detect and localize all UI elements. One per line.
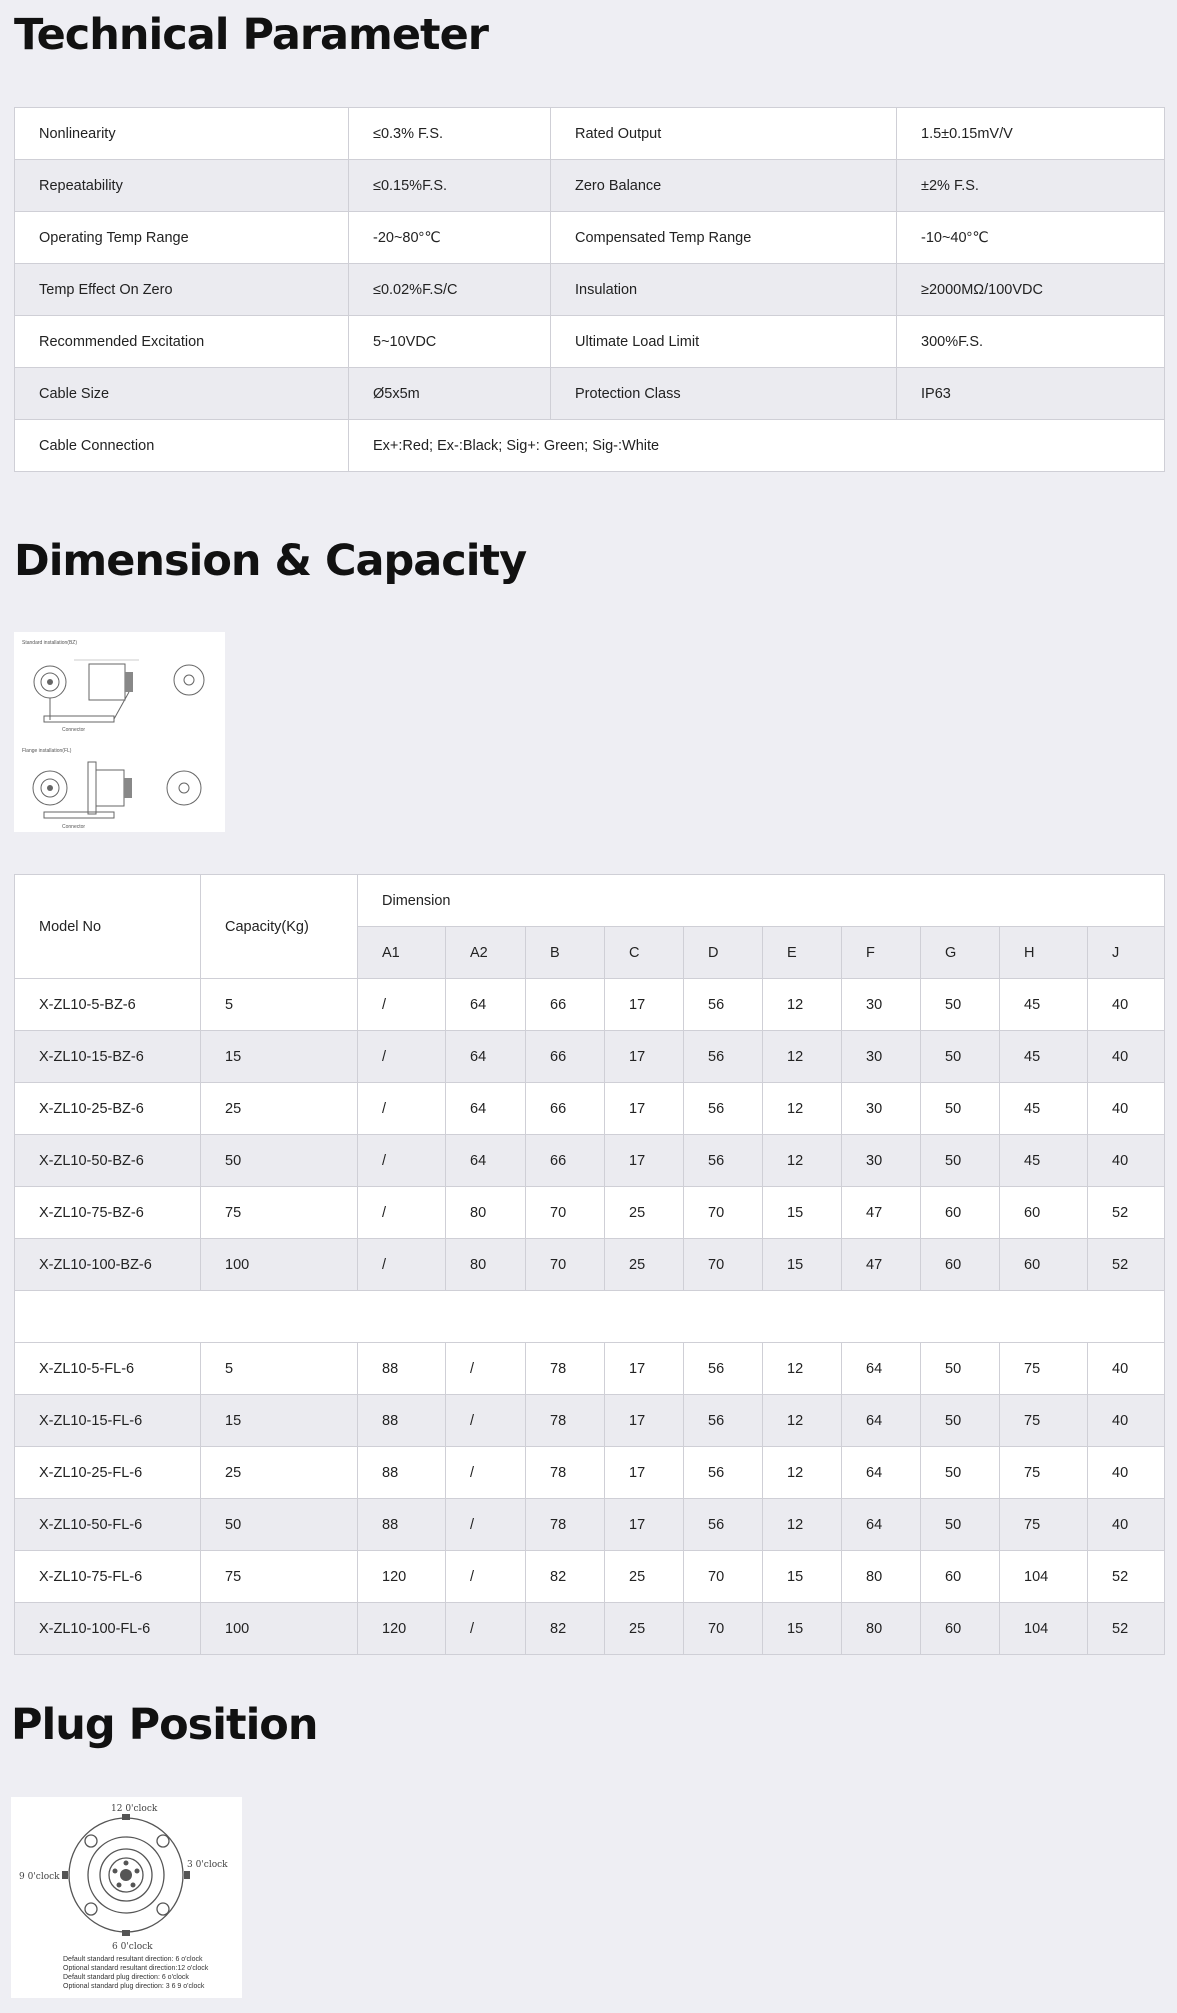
model-no-cell: X-ZL10-50-BZ-6 [15,1135,201,1187]
dimension-cell: 80 [842,1551,921,1603]
dimension-cell: 52 [1088,1187,1165,1239]
dimension-cell: 50 [921,1499,1000,1551]
parameter-row [15,316,1165,368]
dimension-cell: 15 [763,1551,842,1603]
dimension-cell: 70 [526,1239,605,1291]
dimension-cell: 25 [605,1551,684,1603]
capacity-cell: 100 [201,1239,358,1291]
dimension-cell: 80 [446,1239,526,1291]
parameter-label: Operating Temp Range [15,212,349,264]
parameter-label: Zero Balance [551,160,897,212]
mount-hole [85,1903,97,1915]
model-no-cell: X-ZL10-15-FL-6 [15,1395,201,1447]
dimension-capacity-heading: Dimension & Capacity [14,536,527,586]
dimension-cell: 75 [1000,1395,1088,1447]
dimension-cell: 52 [1088,1603,1165,1655]
standard-installation-label: Standard installation(BZ) [22,640,78,646]
parameter-row [15,160,1165,212]
capacity-cell: 15 [201,1031,358,1083]
parameter-label: Cable Connection [15,420,349,472]
table-row [15,1499,1165,1551]
dimension-cell: 17 [605,1083,684,1135]
dimension-cell: 78 [526,1343,605,1395]
fl-side-plug [124,778,132,798]
parameter-value: ≤0.15%F.S. [349,160,551,212]
bz-back-outer [174,665,204,695]
dimension-cell: 17 [605,1447,684,1499]
bz-connector-label: Connector [62,727,86,733]
parameter-label: Protection Class [551,368,897,420]
dimension-cell: 56 [684,1031,763,1083]
capacity-cell: 15 [201,1395,358,1447]
dimension-cell: 66 [526,1031,605,1083]
dimension-cell: 80 [446,1187,526,1239]
capacity-cell: 75 [201,1551,358,1603]
capacity-cell: 50 [201,1135,358,1187]
dimension-cell: 47 [842,1187,921,1239]
dimension-cell: 104 [1000,1603,1088,1655]
plug-note: Default standard plug direction: 6 o'clock [63,1974,189,1981]
dimension-cell: 17 [605,1395,684,1447]
dimension-cell: 12 [763,1031,842,1083]
dimension-cell: 56 [684,1343,763,1395]
dimension-cell: 64 [446,1083,526,1135]
dimension-cell: 52 [1088,1551,1165,1603]
fl-back-inner [179,783,189,793]
flange-installation-label: Flange installation(FL) [22,748,72,754]
dimension-cell: 40 [1088,1499,1165,1551]
parameter-label: Rated Output [551,108,897,160]
table-row [15,1447,1165,1499]
dimension-cell: / [358,1031,446,1083]
model-no-cell: X-ZL10-25-FL-6 [15,1447,201,1499]
dimension-cell: 25 [605,1603,684,1655]
dimension-cell: 45 [1000,979,1088,1031]
plug-pin [113,1869,118,1874]
dimension-cell: / [358,979,446,1031]
capacity-cell: 75 [201,1187,358,1239]
dimension-cell: 50 [921,1343,1000,1395]
dimension-cell: 56 [684,1447,763,1499]
dimension-cell: 12 [763,1343,842,1395]
dimension-cell: / [446,1499,526,1551]
mount-hole [157,1903,169,1915]
model-no-cell: X-ZL10-100-FL-6 [15,1603,201,1655]
capacity-cell: 25 [201,1447,358,1499]
dimension-cell: / [446,1395,526,1447]
fl-back-outer [167,771,201,805]
table-row [15,1603,1165,1655]
parameter-label: Repeatability [15,160,349,212]
dimension-cell: 70 [684,1187,763,1239]
fl-front-center [47,785,53,791]
dimension-cell: 56 [684,1083,763,1135]
dimension-drawing [14,632,225,832]
model-no-cell: X-ZL10-75-BZ-6 [15,1187,201,1239]
mount-hole [85,1835,97,1847]
dimension-cell: 45 [1000,1083,1088,1135]
parameter-label: Ultimate Load Limit [551,316,897,368]
bz-cable [44,716,114,722]
plug-tab-right [184,1871,190,1879]
dimension-cell: 120 [358,1603,446,1655]
dimension-cell: 12 [763,1499,842,1551]
dimension-cell: 64 [842,1447,921,1499]
fl-connector-label: Connector [62,824,86,830]
parameter-value: -20~80°℃ [349,212,551,264]
capacity-cell: 100 [201,1603,358,1655]
bz-side-body [89,664,125,700]
table-row [15,1135,1165,1187]
dimension-cell: / [446,1551,526,1603]
dimension-cell: 56 [684,1135,763,1187]
model-no-cell: X-ZL10-5-BZ-6 [15,979,201,1031]
dimension-column-header: G [921,927,1000,979]
header-dimension: Dimension [358,875,1165,927]
parameter-label: Recommended Excitation [15,316,349,368]
dimension-cell: / [446,1603,526,1655]
dimension-cell: 56 [684,979,763,1031]
dimension-cell: 75 [1000,1447,1088,1499]
plug-pin [117,1883,122,1888]
model-no-cell: X-ZL10-25-BZ-6 [15,1083,201,1135]
dimension-column-header: H [1000,927,1088,979]
table-row [15,1343,1165,1395]
dimension-cell: 60 [921,1603,1000,1655]
capacity-cell: 50 [201,1499,358,1551]
dimension-cell: 17 [605,1135,684,1187]
table-row [15,1187,1165,1239]
dimension-cell: 40 [1088,1447,1165,1499]
parameter-row-cable-connection [15,420,1165,472]
parameter-value: ≥2000MΩ/100VDC [897,264,1165,316]
dimension-cell: 64 [842,1395,921,1447]
dimension-cell: 64 [842,1499,921,1551]
parameter-value: ≤0.02%F.S/C [349,264,551,316]
parameter-row [15,264,1165,316]
dimension-cell: 78 [526,1499,605,1551]
dimension-cell: 50 [921,1083,1000,1135]
parameter-row [15,212,1165,264]
dimension-cell: 45 [1000,1135,1088,1187]
dimension-cell: 64 [446,1135,526,1187]
mount-hole [157,1835,169,1847]
table-row [15,1239,1165,1291]
dimension-cell: 12 [763,1135,842,1187]
dimension-column-header: D [684,927,763,979]
dimension-cell: 17 [605,1343,684,1395]
technical-parameter-heading: Technical Parameter [14,10,488,60]
dimension-cell: 80 [842,1603,921,1655]
dimension-cell: 30 [842,1135,921,1187]
dimension-cell: 60 [1000,1239,1088,1291]
dimension-cell: 78 [526,1447,605,1499]
table-row [15,979,1165,1031]
parameter-value: ≤0.3% F.S. [349,108,551,160]
dimension-cell: 17 [605,979,684,1031]
dimension-cell: 120 [358,1551,446,1603]
parameter-value: 5~10VDC [349,316,551,368]
parameter-value: Ex+:Red; Ex-:Black; Sig+: Green; Sig-:White [349,420,1165,472]
dimension-cell: 40 [1088,1135,1165,1187]
parameter-label: Cable Size [15,368,349,420]
dimension-cell: 52 [1088,1239,1165,1291]
dimension-cell: 64 [842,1343,921,1395]
dimension-cell: 40 [1088,1343,1165,1395]
parameter-row [15,368,1165,420]
dimension-cell: 30 [842,1031,921,1083]
dimension-cell: 75 [1000,1343,1088,1395]
header-capacity: Capacity(Kg) [201,875,358,979]
dimension-cell: 50 [921,1395,1000,1447]
dimension-cell: / [358,1083,446,1135]
dimension-cell: 50 [921,1135,1000,1187]
bz-front-center [47,679,53,685]
dimension-cell: 40 [1088,979,1165,1031]
dimension-cell: 50 [921,1447,1000,1499]
dimension-cell: 47 [842,1239,921,1291]
dimension-capacity-table [14,874,1165,1655]
dimension-cell: 40 [1088,1395,1165,1447]
parameter-value: IP63 [897,368,1165,420]
dimension-column-header: C [605,927,684,979]
model-no-cell: X-ZL10-5-FL-6 [15,1343,201,1395]
capacity-cell: 5 [201,1343,358,1395]
bz-back-inner [184,675,194,685]
plug-center [120,1869,132,1881]
model-no-cell: X-ZL10-50-FL-6 [15,1499,201,1551]
dimension-cell: 15 [763,1239,842,1291]
dimension-cell: 88 [358,1447,446,1499]
dimension-cell: 50 [921,979,1000,1031]
dimension-column-header: J [1088,927,1165,979]
plug-pin [124,1861,129,1866]
table-row [15,1395,1165,1447]
plug-position-svg [11,1797,242,1998]
dimension-cell: 17 [605,1031,684,1083]
table-row [15,1551,1165,1603]
dimension-cell: 56 [684,1395,763,1447]
dimension-column-header: A1 [358,927,446,979]
dimension-drawing-svg [14,632,225,832]
twelve-oclock-label: 12 0'clock [111,1804,158,1814]
dimension-cell: / [358,1239,446,1291]
dimension-cell: 60 [1000,1187,1088,1239]
model-no-cell: X-ZL10-15-BZ-6 [15,1031,201,1083]
dimension-cell: 12 [763,1083,842,1135]
plug-pin [135,1869,140,1874]
dimension-cell: 12 [763,1447,842,1499]
dimension-cell: / [446,1343,526,1395]
table-row [15,1083,1165,1135]
dimension-cell: 25 [605,1239,684,1291]
dimension-cell: 82 [526,1551,605,1603]
bz-cable-link [114,692,129,719]
dimension-cell: 12 [763,1395,842,1447]
bz-side-plug [125,672,133,692]
dimension-cell: 64 [446,979,526,1031]
dimension-cell: 66 [526,1083,605,1135]
fl-side-body [96,770,124,806]
plug-note: Default standard resultant direction: 6 o'clock [63,1956,203,1963]
parameter-value: Ø5x5m [349,368,551,420]
plug-note: Optional standard resultant direction:12 o'clock [63,1965,209,1972]
plug-position-drawing [11,1797,242,1998]
plug-tab-left [62,1871,68,1879]
dimension-cell: 60 [921,1187,1000,1239]
dimension-column-header: F [842,927,921,979]
fl-flange [88,762,96,814]
dimension-cell: 70 [684,1603,763,1655]
dimension-cell: 82 [526,1603,605,1655]
plug-pin [131,1883,136,1888]
dimension-cell: 70 [526,1187,605,1239]
plug-note: Optional standard plug direction: 3 6 9 o'clock [63,1983,205,1990]
dimension-cell: 75 [1000,1499,1088,1551]
dimension-cell: 45 [1000,1031,1088,1083]
group-separator-row [15,1291,1165,1343]
dimension-cell: 30 [842,979,921,1031]
capacity-cell: 25 [201,1083,358,1135]
dimension-cell: 66 [526,979,605,1031]
dimension-cell: / [446,1447,526,1499]
dimension-cell: 40 [1088,1031,1165,1083]
parameter-label: Compensated Temp Range [551,212,897,264]
parameter-row [15,108,1165,160]
dimension-cell: 88 [358,1343,446,1395]
dimension-cell: 70 [684,1239,763,1291]
dimension-column-header: E [763,927,842,979]
parameter-label: Insulation [551,264,897,316]
parameter-value: 1.5±0.15mV/V [897,108,1165,160]
dimension-cell: 30 [842,1083,921,1135]
dimension-cell: 12 [763,979,842,1031]
dimension-cell: 56 [684,1499,763,1551]
dimension-cell: 66 [526,1135,605,1187]
parameter-label: Temp Effect On Zero [15,264,349,316]
model-no-cell: X-ZL10-100-BZ-6 [15,1239,201,1291]
dimension-cell: 15 [763,1187,842,1239]
nine-oclock-label: 9 0'clock [19,1872,60,1882]
six-oclock-label: 6 0'clock [112,1942,153,1952]
fl-cable [44,812,114,818]
parameter-label: Nonlinearity [15,108,349,160]
dimension-cell: 104 [1000,1551,1088,1603]
capacity-cell: 5 [201,979,358,1031]
dimension-cell: 17 [605,1499,684,1551]
dimension-column-header: A2 [446,927,526,979]
group-separator-cell [15,1291,1165,1343]
dimension-cell: 60 [921,1239,1000,1291]
header-model-no: Model No [15,875,201,979]
plug-tab-top [122,1814,130,1820]
dimension-cell: 70 [684,1551,763,1603]
plug-tab-bottom [122,1930,130,1936]
table-row [15,1031,1165,1083]
dimension-cell: 60 [921,1551,1000,1603]
dimension-cell: / [358,1135,446,1187]
dimension-cell: 64 [446,1031,526,1083]
dimension-cell: 50 [921,1031,1000,1083]
model-no-cell: X-ZL10-75-FL-6 [15,1551,201,1603]
dimension-cell: 88 [358,1395,446,1447]
technical-parameter-table [14,107,1165,472]
plug-position-heading: Plug Position [11,1700,318,1750]
parameter-value: -10~40°℃ [897,212,1165,264]
dimension-column-header: B [526,927,605,979]
dimension-cell: 40 [1088,1083,1165,1135]
dimension-cell: 25 [605,1187,684,1239]
parameter-value: 300%F.S. [897,316,1165,368]
dimension-cell: / [358,1187,446,1239]
dimension-cell: 15 [763,1603,842,1655]
dimension-cell: 88 [358,1499,446,1551]
dimension-cell: 78 [526,1395,605,1447]
three-oclock-label: 3 0'clock [187,1860,228,1870]
parameter-value: ±2% F.S. [897,160,1165,212]
